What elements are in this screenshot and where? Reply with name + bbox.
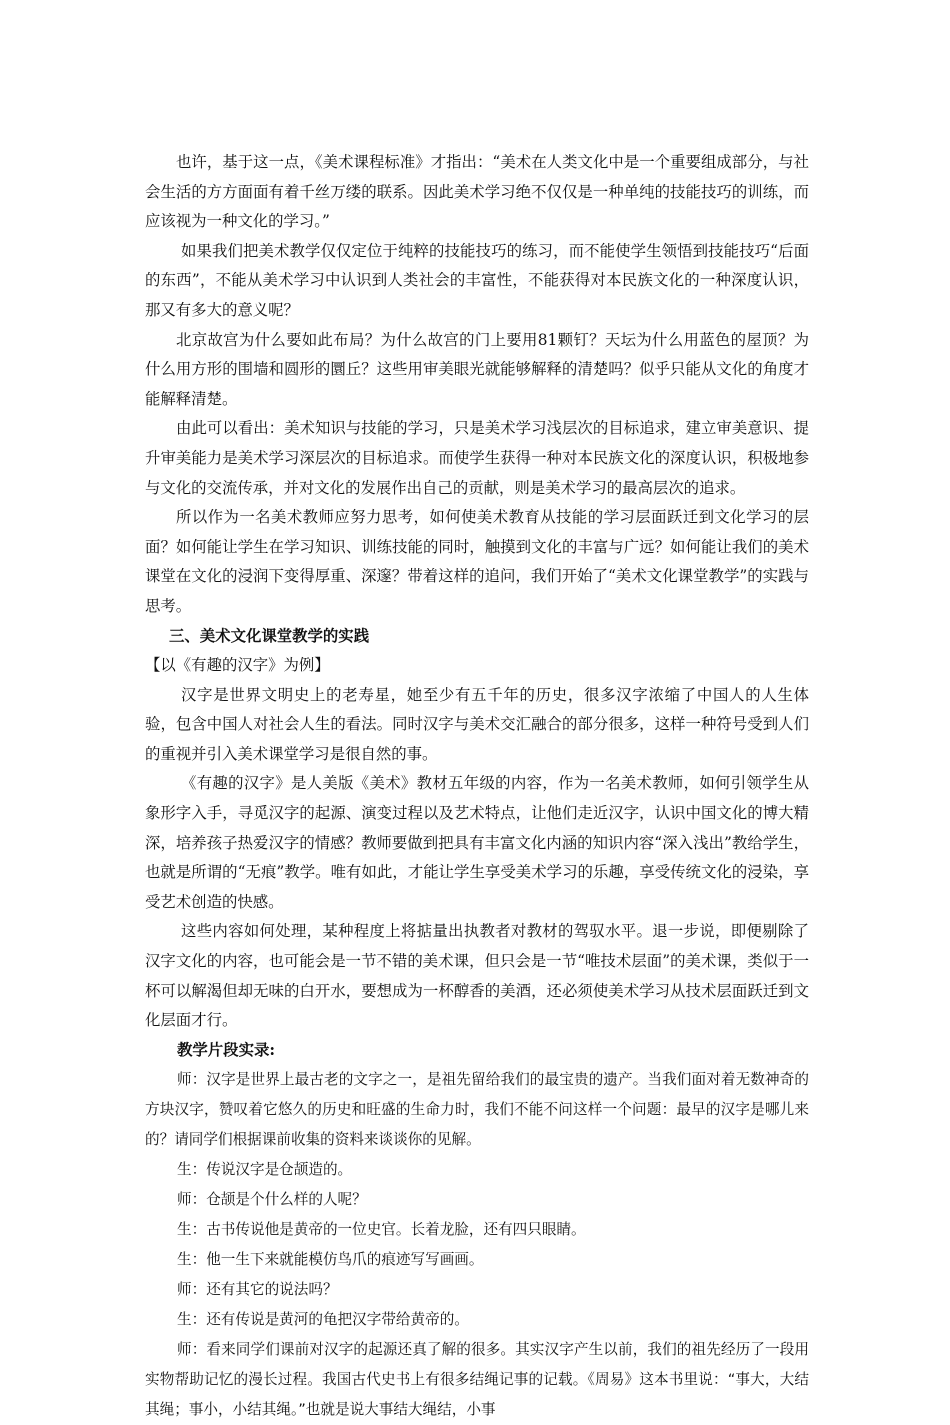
section-heading: 三、美术文化课堂教学的实践 (169, 626, 370, 645)
dialog-line: 师：看来同学们课前对汉字的起源还真了解的很多。其实汉字产生以前，我们的祖先经历了一段用实物帮助记忆的漫长过程。我国古代史书上有很多结绳记事的记载。《周易》这本书里说：“事大，大结其绳；事小，小结其绳。”也就是说大事结大绳结，小事 (145, 1341, 809, 1419)
example-label: 【以《有趣的汉字》为例】 (145, 656, 330, 675)
paragraph: 这些内容如何处理，某种程度上将掂量出执教者对教材的驾驭水平。退一步说，即便剔除了汉字文化的内容，也可能会是一节不错的美术课，但只会是一节“唯技术层面”的美术课，类似于一杯可以解渴但却无味的白开水，要想成为一杯醇香的美酒，还必须使美术学习从技术层面跃迁到文化层面才行。 (145, 922, 809, 1030)
paragraph: 《有趣的汉字》是人美版《美术》教材五年级的内容，作为一名美术教师，如何引领学生从象形字入手，寻觅汉字的起源、演变过程以及艺术特点，让他们走近汉字，认识中国文化的博大精深，培养孩子热爱汉字的情感？教师要做到把具有丰富文化内涵的知识内容“深入浅出”教给学生，也就是所谓的“无痕”教学。唯有如此，才能让学生享受美术学习的乐趣，享受传统文化的浸染，享受艺术创造的快感。 (145, 774, 809, 911)
dialog-line: 师：还有其它的说法吗？ (177, 1281, 338, 1299)
dialog-transcript (145, 1065, 809, 1425)
dialog-line: 生：传说汉字是仓颉造的。 (177, 1161, 353, 1179)
dialog-line: 生：还有传说是黄河的龟把汉字带给黄帝的。 (177, 1311, 469, 1329)
dialog-line: 生：古书传说他是黄帝的一位史官。长着龙脸，还有四只眼睛。 (177, 1221, 586, 1239)
paragraph: 北京故宫为什么要如此布局？为什么故宫的门上要用81颗钉？天坛为什么用蓝色的屋顶？为什么用方形的围墙和圆形的圜丘？这些用审美眼光就能够解释的清楚吗？似乎只能从文化的角度才能解释清楚。 (145, 330, 809, 408)
dialog-line: 师：汉字是世界上最古老的文字之一，是祖先留给我们的最宝贵的遗产。当我们面对着无数神奇的方块汉字，赞叹着它悠久的历史和旺盛的生命力时，我们不能不问这样一个问题：最早的汉字是哪儿来的？请同学们根据课前收集的资料来谈谈你的见解。 (145, 1071, 809, 1149)
document-page (145, 148, 809, 1425)
record-heading: 教学片段实录: (177, 1040, 276, 1059)
dialog-line: 师：仓颉是个什么样的人呢？ (177, 1191, 367, 1209)
paragraph: 所以作为一名美术教师应努力思考，如何使美术教育从技能的学习层面跃迁到文化学习的层面？如何能让学生在学习知识、训练技能的同时，触摸到文化的丰富与广远？如何能让我们的美术课堂在文化的浸润下变得厚重、深邃？带着这样的追问，我们开始了“美术文化课堂教学”的实践与思考。 (145, 508, 809, 615)
paragraph: 也许，基于这一点，《美术课程标准》才指出：“美术在人类文化中是一个重要组成部分，与社会生活的方方面面有着千丝万缕的联系。因此美术学习绝不仅仅是一种单纯的技能技巧的训练，而应该视为一种文化的学习。” (145, 153, 809, 231)
paragraph: 由此可以看出：美术知识与技能的学习，只是美术学习浅层次的目标追求，建立审美意识、提升审美能力是美术学习深层次的目标追求。而使学生获得一种对本民族文化的深度认识，积极地参与文化的交流传承，并对文化的发展作出自己的贡献，则是美术学习的最高层次的追求。 (145, 419, 809, 497)
paragraph: 汉字是世界文明史上的老寿星，她至少有五千年的历史，很多汉字浓缩了中国人的人生体验，包含中国人对社会人生的看法。同时汉字与美术交汇融合的部分很多，这样一种符号受到人们的重视并引入美术课堂学习是很自然的事。 (145, 685, 809, 763)
paragraph: 如果我们把美术教学仅仅定位于纯粹的技能技巧的练习，而不能使学生领悟到技能技巧“后面的东西”，不能从美术学习中认识到人类社会的丰富性，不能获得对本民族文化的一种深度认识，那又有多大的意义呢？ (145, 241, 809, 319)
dialog-line: 生：他一生下来就能模仿鸟爪的痕迹写写画画。 (177, 1251, 484, 1269)
